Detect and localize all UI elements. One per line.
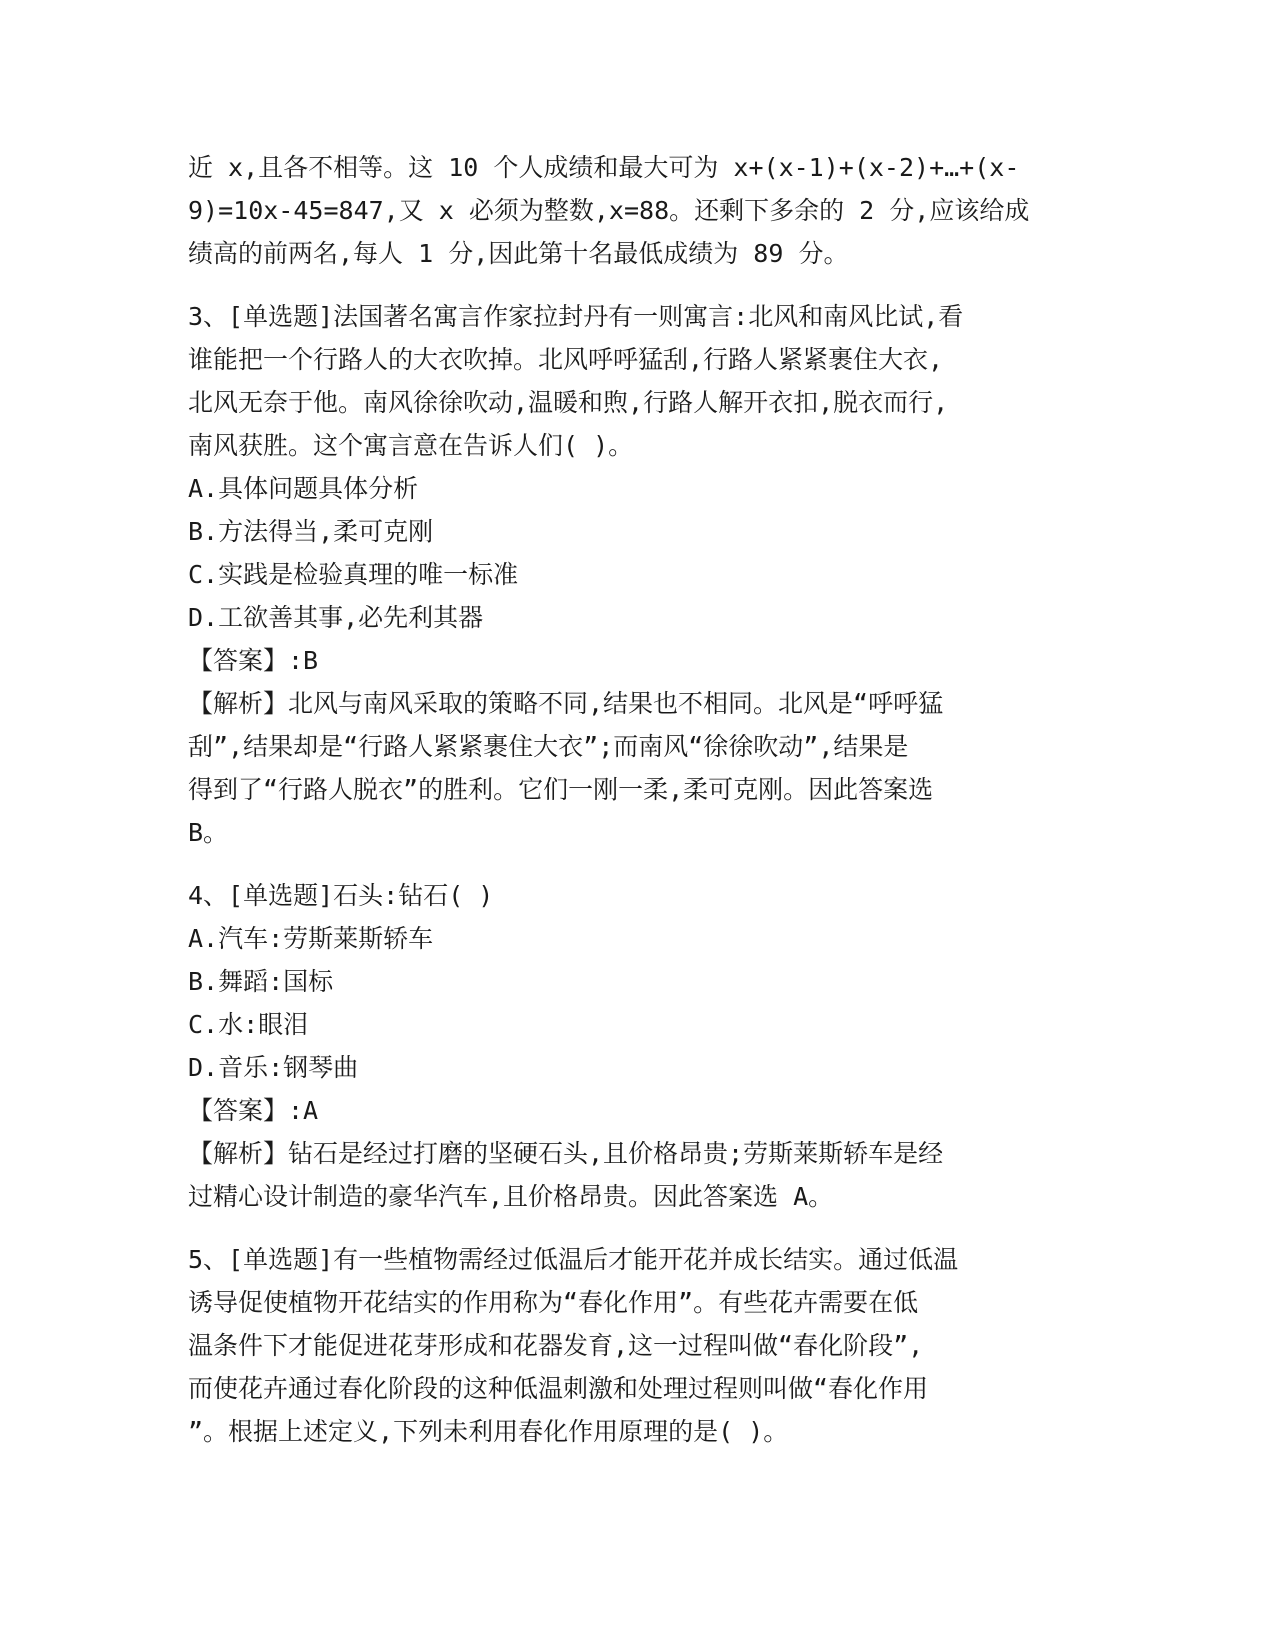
- answer: 【答案】:B: [188, 646, 319, 675]
- option-a: A.汽车:劳斯莱斯轿车: [188, 924, 434, 953]
- analysis: 过精心设计制造的豪华汽车,且价格昂贵。因此答案选 A。: [188, 1182, 834, 1211]
- question-stem: 而使花卉通过春化阶段的这种低温刺激和处理过程则叫做“春化作用: [188, 1374, 929, 1403]
- option-a: A.具体问题具体分析: [188, 474, 419, 503]
- option-d: D.音乐:钢琴曲: [188, 1053, 359, 1082]
- text-line: 9)=10x-45=847,又 x 必须为整数,x=88。还剩下多余的 2 分,应该给成: [188, 196, 1030, 225]
- question-3: [188, 295, 1073, 854]
- analysis: B。: [188, 818, 229, 847]
- question-stem: 3、[单选题]法国著名寓言作家拉封丹有一则寓言:北风和南风比试,看: [188, 302, 964, 331]
- question-stem: 诱导促使植物开花结实的作用称为“春化作用”。有些花卉需要在低: [188, 1288, 919, 1317]
- option-c: C.水:眼泪: [188, 1010, 309, 1039]
- question-stem: 谁能把一个行路人的大衣吹掉。北风呼呼猛刮,行路人紧紧裹住大衣,: [188, 345, 944, 374]
- analysis: 得到了“行路人脱衣”的胜利。它们一刚一柔,柔可克刚。因此答案选: [188, 775, 934, 804]
- question-stem: 南风获胜。这个寓言意在告诉人们( )。: [188, 431, 634, 460]
- option-b: B.方法得当,柔可克刚: [188, 517, 434, 546]
- question-stem: 温条件下才能促进花芽形成和花器发育,这一过程叫做“春化阶段”,: [188, 1331, 924, 1360]
- option-c: C.实践是检验真理的唯一标准: [188, 560, 519, 589]
- document-content: [188, 146, 1073, 1453]
- analysis: 刮”,结果却是“行路人紧紧裹住大衣”;而南风“徐徐吹动”,结果是: [188, 732, 909, 761]
- answer: 【答案】:A: [188, 1096, 319, 1125]
- text-line: 绩高的前两名,每人 1 分,因此第十名最低成绩为 89 分。: [188, 239, 849, 268]
- question-stem: 5、[单选题]有一些植物需经过低温后才能开花并成长结实。通过低温: [188, 1245, 959, 1274]
- analysis: 【解析】钻石是经过打磨的坚硬石头,且价格昂贵;劳斯莱斯轿车是经: [188, 1139, 944, 1168]
- question-4: [188, 874, 1073, 1218]
- question-stem: 北风无奈于他。南风徐徐吹动,温暖和煦,行路人解开衣扣,脱衣而行,: [188, 388, 949, 417]
- previous-analysis-continuation: [188, 146, 1073, 275]
- option-d: D.工欲善其事,必先利其器: [188, 603, 484, 632]
- question-5: [188, 1238, 1073, 1453]
- option-b: B.舞蹈:国标: [188, 967, 334, 996]
- question-stem: 4、[单选题]石头:钻石( ): [188, 881, 494, 910]
- analysis: 【解析】北风与南风采取的策略不同,结果也不相同。北风是“呼呼猛: [188, 689, 944, 718]
- text-line: 近 x,且各不相等。这 10 个人成绩和最大可为 x+(x-1)+(x-2)+…+(x-: [188, 153, 1020, 182]
- question-stem: ”。根据上述定义,下列未利用春化作用原理的是( )。: [188, 1417, 789, 1446]
